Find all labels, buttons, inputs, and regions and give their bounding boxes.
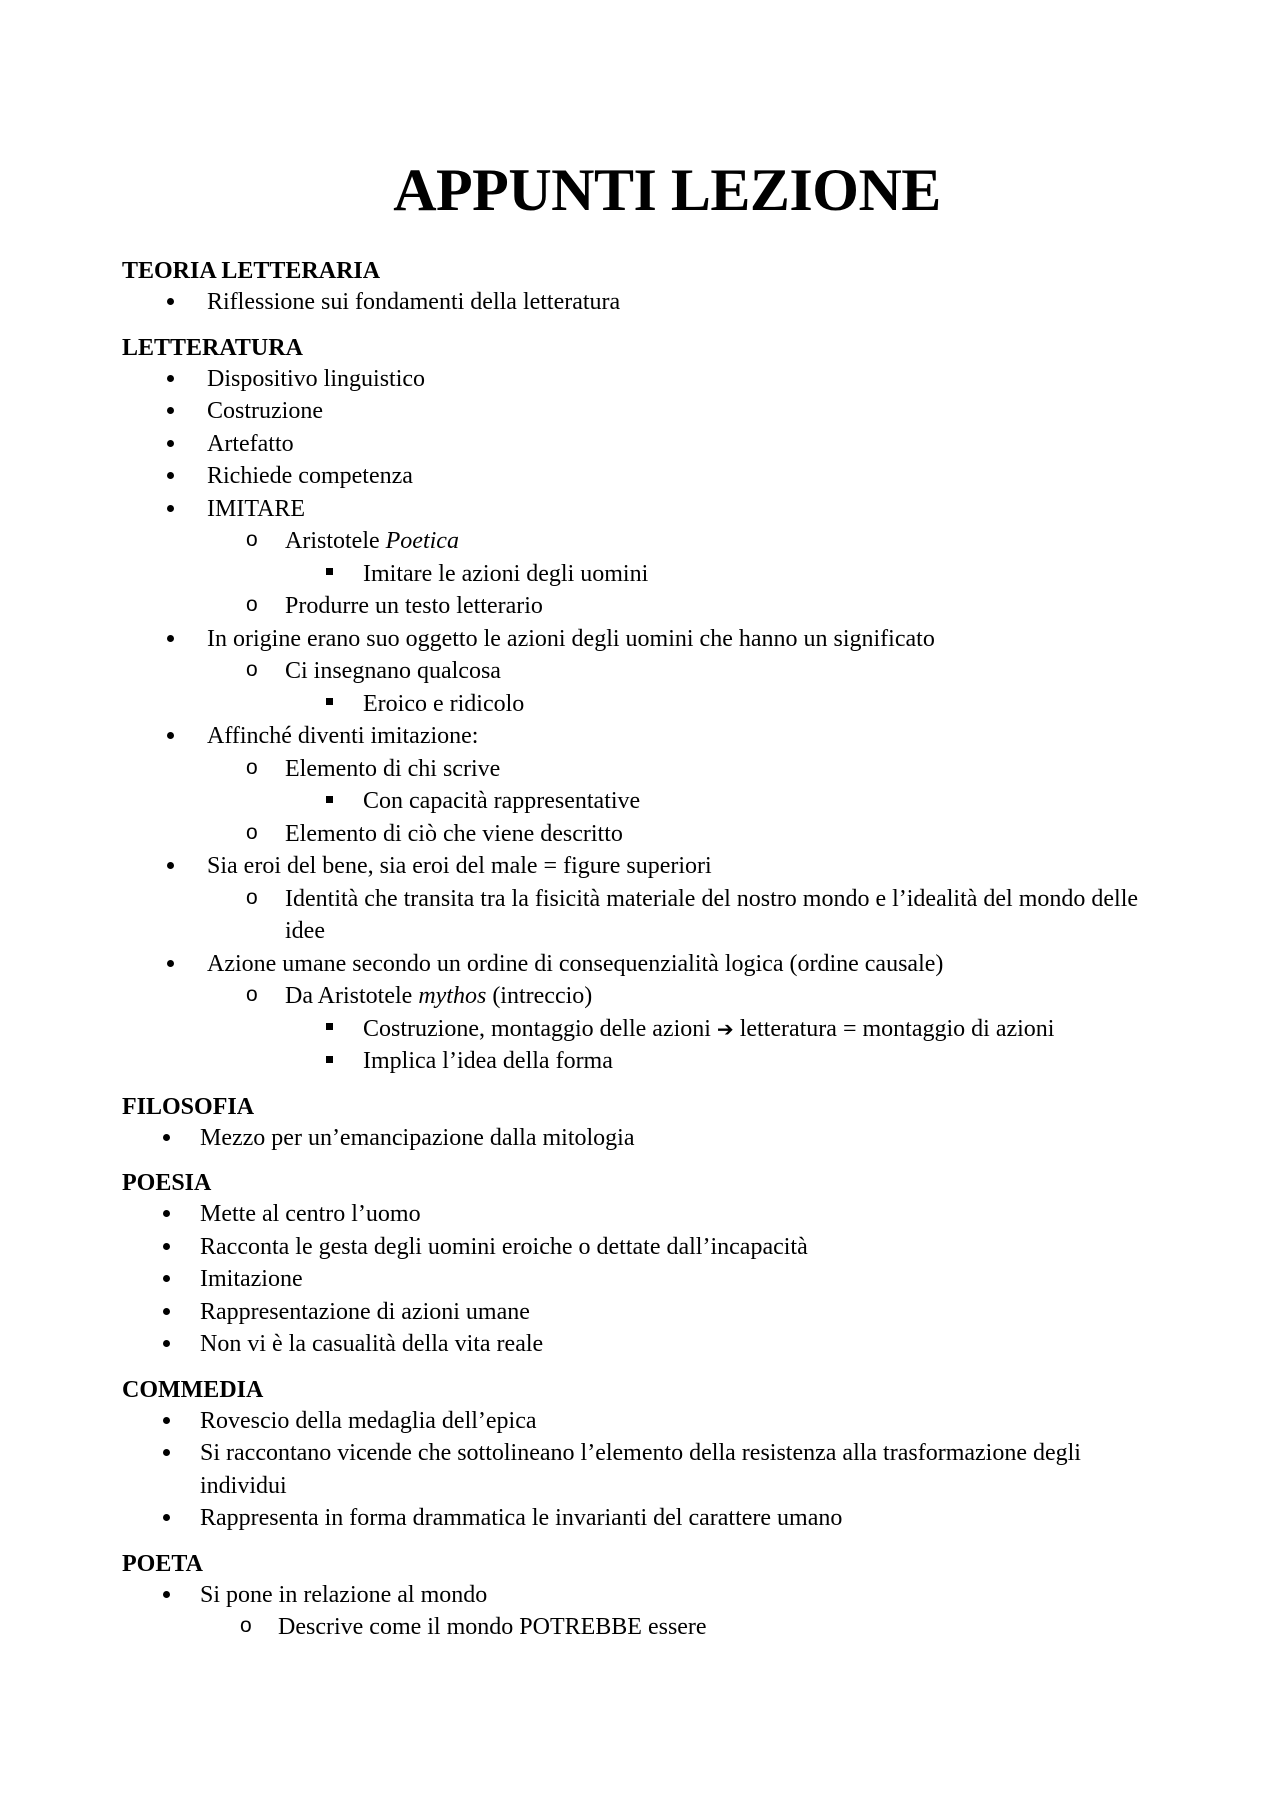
bullet-icon (160, 1437, 172, 1470)
bullet-icon (164, 493, 176, 526)
bullet-icon (164, 286, 176, 319)
bullet-list (122, 1405, 1172, 1535)
section-letteratura (122, 333, 1172, 1078)
section-heading: LETTERATURA (122, 334, 303, 361)
list-item: Mette al centro l’uomo (122, 1198, 1172, 1231)
document-page (122, 150, 1172, 1644)
bullet-icon (164, 948, 176, 981)
bullet-icon (164, 623, 176, 656)
sub-list-item: o Produrre un testo letterario (122, 590, 1172, 623)
circle-bullet-icon: o (246, 755, 258, 779)
list-item: In origine erano suo oggetto le azioni degli uomini che hanno un significato (122, 623, 1172, 656)
circle-bullet-icon: o (246, 593, 258, 616)
list-item: Rovescio della medaglia dell’epica (122, 1405, 1172, 1438)
section-poesia (122, 1168, 1172, 1361)
square-bullet-icon (326, 558, 333, 591)
page-title: APPUNTI LEZIONE (393, 157, 941, 223)
sub-sub-list-item: Con capacità rappresentative (122, 785, 1172, 818)
bullet-icon (160, 1405, 172, 1438)
list-item: Sia eroi del bene, sia eroi del male = figure superiori (122, 850, 1172, 883)
sub-list-item: o Da Aristotele mythos (intreccio) (122, 980, 1172, 1013)
circle-bullet-icon: o (240, 1614, 252, 1637)
square-bullet-icon (326, 785, 333, 818)
sub-list-item: o Identità che transita tra la fisicità materiale del nostro mondo e l’idealità del mondo delle idee (122, 883, 1172, 948)
section-filosofia (122, 1092, 1172, 1155)
section-commedia (122, 1375, 1172, 1535)
list-item: Costruzione (122, 395, 1172, 428)
list-item: Rappresentazione di azioni umane (122, 1296, 1172, 1329)
list-item: Affinché diventi imitazione: (122, 720, 1172, 753)
list-item: Riflessione sui fondamenti della letteratura (122, 286, 1172, 319)
bullet-icon (160, 1579, 172, 1612)
square-bullet-icon (326, 1045, 333, 1078)
bullet-icon (164, 460, 176, 493)
circle-bullet-icon: o (246, 820, 258, 844)
circle-bullet-icon: o (246, 658, 258, 681)
list-item: Racconta le gesta degli uomini eroiche o dettate dall’incapacità (122, 1231, 1172, 1264)
list-item: IMITARE (122, 493, 1172, 526)
list-item: Dispositivo linguistico (122, 363, 1172, 396)
sub-list-item: o Elemento di chi scrive (122, 753, 1172, 786)
list-item: Artefatto (122, 428, 1172, 461)
list-item: Richiede competenza (122, 460, 1172, 493)
list-item: Azione umane secondo un ordine di consequenzialità logica (ordine causale) (122, 948, 1172, 981)
bullet-icon (164, 428, 176, 461)
list-item: Imitazione (122, 1263, 1172, 1296)
sub-list-item: o Elemento di ciò che viene descritto (122, 818, 1172, 851)
square-bullet-icon (326, 688, 333, 721)
square-bullet-icon (326, 1013, 333, 1046)
bullet-list (122, 1198, 1172, 1361)
bullet-icon (160, 1296, 172, 1329)
section-heading: TEORIA LETTERARIA (122, 258, 381, 284)
sub-list-item: o Descrive come il mondo POTREBBE essere (122, 1611, 1172, 1644)
section-heading: POETA (122, 1550, 203, 1577)
bullet-icon (164, 720, 176, 753)
list-item: Si pone in relazione al mondo (122, 1579, 1172, 1612)
bullet-icon (160, 1198, 172, 1231)
section-heading: POESIA (122, 1170, 212, 1196)
bullet-icon (160, 1328, 172, 1361)
bullet-icon (164, 395, 176, 428)
list-item: Rappresenta in forma drammatica le invarianti del carattere umano (122, 1502, 1172, 1535)
sub-list-item: o Aristotele Poetica (122, 525, 1172, 558)
circle-bullet-icon: o (246, 528, 258, 551)
bullet-icon (160, 1231, 172, 1264)
section-poeta (122, 1549, 1172, 1644)
section-teoria-letteraria (122, 256, 1172, 319)
list-item: Mezzo per un’emancipazione dalla mitologia (122, 1122, 1172, 1155)
section-heading: FILOSOFIA (122, 1093, 255, 1120)
sub-sub-list-item: Implica l’idea della forma (122, 1045, 1172, 1078)
list-item: Non vi è la casualità della vita reale (122, 1328, 1172, 1361)
bullet-list (122, 1579, 1172, 1644)
sub-sub-list-item: Eroico e ridicolo (122, 688, 1172, 721)
sub-sub-list-item: Costruzione, montaggio delle azioni ➔ letteratura = montaggio di azioni (122, 1013, 1172, 1046)
bullet-icon (160, 1502, 172, 1535)
bullet-icon (160, 1263, 172, 1296)
arrow-right-icon: ➔ (716, 1016, 734, 1041)
bullet-icon (164, 363, 176, 396)
bullet-list (122, 286, 1172, 319)
bullet-list (122, 363, 1172, 1078)
bullet-list (122, 1122, 1172, 1155)
bullet-icon (160, 1122, 172, 1155)
list-item: Si raccontano vicende che sottolineano l’elemento della resistenza alla trasformazione degli individui (122, 1437, 1172, 1502)
circle-bullet-icon: o (246, 885, 258, 909)
sub-list-item: o Ci insegnano qualcosa (122, 655, 1172, 688)
section-heading: COMMEDIA (122, 1376, 264, 1403)
bullet-icon (164, 850, 176, 883)
sub-sub-list-item: Imitare le azioni degli uomini (122, 558, 1172, 591)
circle-bullet-icon: o (246, 983, 258, 1006)
